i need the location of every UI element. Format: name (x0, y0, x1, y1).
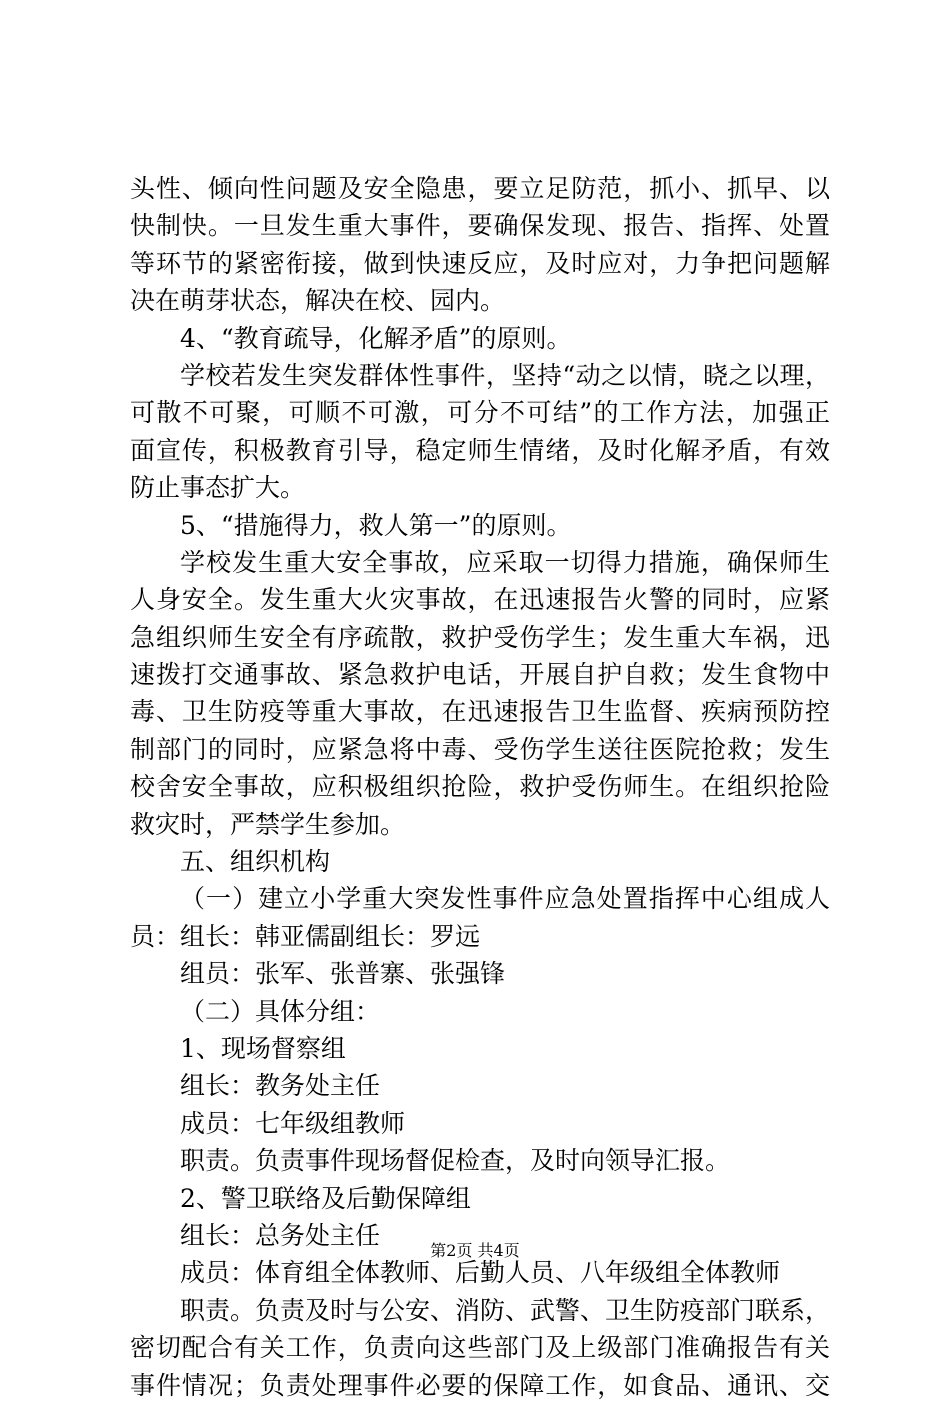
text-line: 救灾时，严禁学生参加。 (130, 809, 406, 839)
text-line: 五、组织机构 (180, 847, 331, 877)
text-line: 密切配合有关工作，负责向这些部门及上级部门准确报告有关 (130, 1333, 830, 1363)
text-line: 面宣传，积极教育引导，稳定师生情绪，及时化解矛盾，有效 (130, 435, 830, 465)
text-line: 4、“教育疏导，化解矛盾”的原则。 (180, 323, 572, 353)
text-line: 头性、倾向性问题及安全隐患，要立足防范，抓小、抓早、以 (130, 174, 830, 203)
text-line: 职责。负责事件现场督促检查，及时向领导汇报。 (180, 1146, 731, 1176)
document-body (130, 170, 830, 1404)
text-line: 1、现场督察组 (180, 1033, 346, 1063)
text-line: 校舍安全事故，应积极组织抢险，救护受伤师生。在组织抢险 (130, 772, 830, 802)
text-line: 成员：体育组全体教师、后勤人员、八年级组全体教师 (180, 1258, 781, 1288)
text-line: 决在萌芽状态，解决在校、园内。 (130, 286, 506, 316)
text-line: 可散不可聚，可顺不可激，可分不可结”的工作方法，加强正 (130, 398, 830, 428)
text-line: 快制快。一旦发生重大事件，要确保发现、报告、指挥、处置 (130, 211, 830, 241)
text-line: （一）建立小学重大突发性事件应急处置指挥中心组成人 (180, 884, 830, 914)
text-line: 制部门的同时，应紧急将中毒、受伤学生送往医院抢救；发生 (130, 734, 830, 764)
text-line: 员：组长：韩亚儒副组长：罗远 (130, 921, 481, 951)
text-line: （二）具体分组： (180, 996, 381, 1026)
page-footer: 第2页 共4页 (430, 1241, 520, 1260)
text-line: 毒、卫生防疫等重大事故，在迅速报告卫生监督、疾病预防控 (130, 697, 830, 727)
text-line: 急组织师生安全有序疏散，救护受伤学生；发生重大车祸，迅 (130, 622, 830, 652)
text-line: 成员：七年级组教师 (180, 1108, 406, 1138)
text-line: 等环节的紧密衔接，做到快速反应，及时应对，力争把问题解 (130, 248, 830, 278)
text-line: 组长：教务处主任 (180, 1071, 381, 1101)
text-line: 人身安全。发生重大火灾事故，在迅速报告火警的同时，应紧 (130, 585, 830, 615)
text-line: 防止事态扩大。 (130, 473, 306, 503)
text-line: 职责。负责及时与公安、消防、武警、卫生防疫部门联系， (180, 1295, 831, 1325)
text-line: 学校若发生突发群体性事件，坚持“动之以情，晓之以理， (180, 360, 830, 390)
text-line: 5、“措施得力，救人第一”的原则。 (180, 510, 572, 540)
text-line: 组员：张军、张普寨、张强锋 (180, 959, 506, 989)
text-line: 事件情况；负责处理事件必要的保障工作，如食品、通讯、交 (130, 1370, 830, 1400)
text-line: 速拨打交通事故、紧急救护电话，开展自护自救；发生食物中 (130, 660, 830, 690)
text-line: 组长：总务处主任 (180, 1220, 381, 1250)
text-line: 2、警卫联络及后勤保障组 (180, 1183, 471, 1213)
text-line: 学校发生重大安全事故，应采取一切得力措施，确保师生 (180, 547, 830, 577)
